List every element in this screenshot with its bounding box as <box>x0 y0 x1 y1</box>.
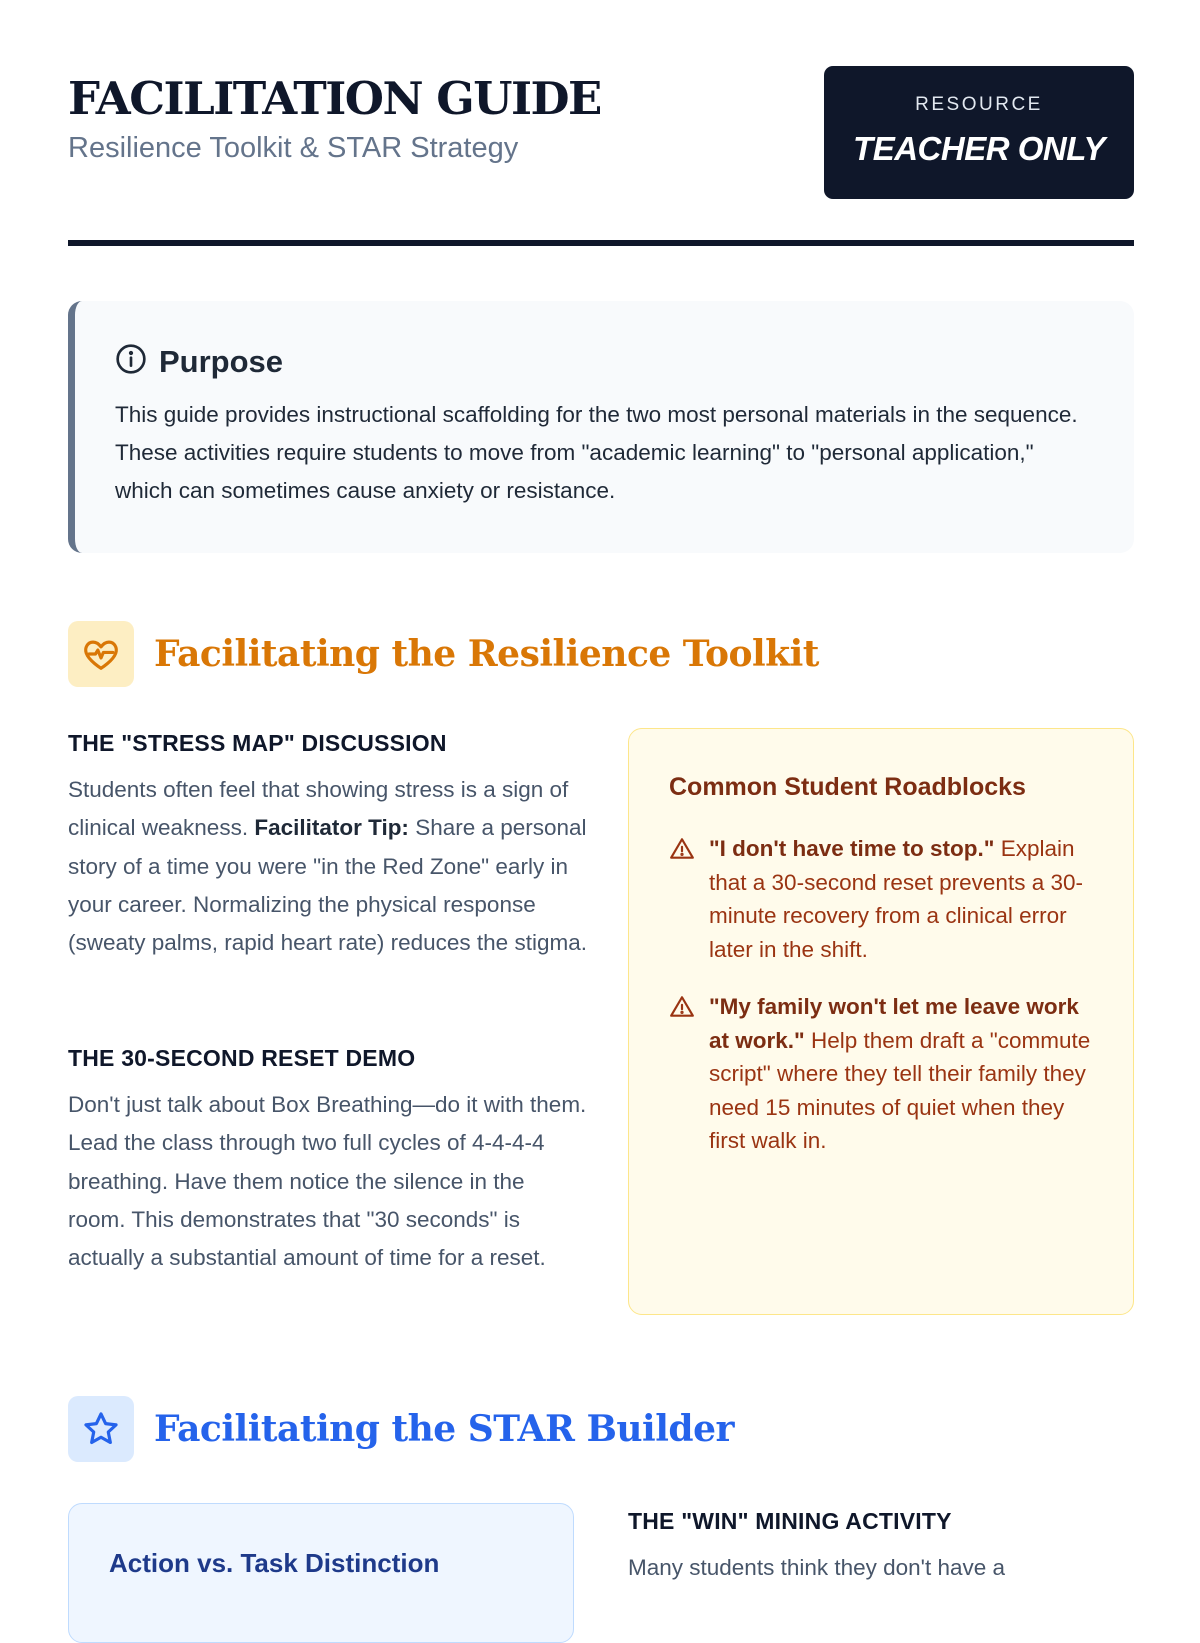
win-mining-block <box>628 1508 1134 1587</box>
roadblock-quote: "My family won't let me leave work at work." <box>709 994 1079 1053</box>
stress-map-heading: THE "STRESS MAP" DISCUSSION <box>68 730 447 756</box>
roadblocks-heading: Common Student Roadblocks <box>669 773 1026 801</box>
action-vs-task-card <box>68 1503 574 1643</box>
roadblock-answer: Help them draft a "commute script" where they tell their family they need 15 minutes of quiet when they first walk in. <box>709 1027 1091 1153</box>
star-section-header <box>68 1396 734 1462</box>
reset-demo-block <box>68 1045 588 1277</box>
win-mining-heading: THE "WIN" MINING ACTIVITY <box>628 1508 952 1534</box>
roadblock-text <box>709 990 1093 1158</box>
stress-map-text <box>68 771 588 962</box>
roadblock-item <box>669 832 1093 966</box>
badge-text: TEACHER ONLY <box>853 130 1105 167</box>
header-divider <box>68 240 1134 246</box>
warning-icon <box>669 994 695 1025</box>
page-subtitle: Resilience Toolkit & STAR Strategy <box>68 132 519 164</box>
roadblocks-card <box>628 728 1134 1315</box>
facilitator-tip-label: Facilitator Tip: <box>254 815 409 841</box>
resilience-section-title: Facilitating the Resilience Toolkit <box>154 633 819 675</box>
roadblock-item <box>669 990 1093 1158</box>
heart-pulse-icon <box>68 621 134 687</box>
badge-label: RESOURCE <box>915 94 1043 115</box>
purpose-header <box>115 343 1094 380</box>
purpose-text: This guide provides instructional scaffolding for the two most personal materials in the sequence. These activities require students to move from "academic learning" to "personal application," which can sometimes cause anxiety or resistance. <box>115 402 1078 503</box>
star-icon <box>68 1396 134 1462</box>
warning-icon <box>669 836 695 867</box>
stress-map-text-after: Share a personal story of a time you were "in the Red Zone" early in your career. Normalizing the physical response (sweaty palms, rapid heart rate) reduces the stigma. <box>68 815 587 956</box>
stress-map-text-before: Students often feel that showing stress is a sign of clinical weakness. <box>68 777 569 841</box>
roadblock-answer: Explain that a 30-second reset prevents a 30-minute recovery from a clinical error later in the shift. <box>709 836 1083 962</box>
header <box>68 66 1134 200</box>
page-title: FACILITATION GUIDE <box>68 72 601 125</box>
stress-map-block <box>68 730 588 962</box>
resilience-section-header <box>68 621 819 687</box>
teacher-only-badge <box>824 66 1134 199</box>
star-section-title: Facilitating the STAR Builder <box>154 1408 734 1450</box>
purpose-heading: Purpose <box>159 343 284 379</box>
info-icon <box>115 343 147 380</box>
win-mining-text: Many students think they don't have a <box>628 1555 1006 1580</box>
reset-demo-heading: THE 30-SECOND RESET DEMO <box>68 1045 416 1071</box>
roadblock-text <box>709 832 1093 966</box>
roadblock-quote: "I don't have time to stop." <box>709 836 995 861</box>
purpose-callout <box>68 301 1134 553</box>
reset-demo-text: Don't just talk about Box Breathing—do it with them. Lead the class through two full cycles of 4-4-4-4 breathing. Have them notice the silence in the room. This demonstrates that "30 seconds" is actually a substantial amount of time for a reset. <box>68 1092 587 1271</box>
action-card-heading: Action vs. Task Distinction <box>109 1548 440 1578</box>
